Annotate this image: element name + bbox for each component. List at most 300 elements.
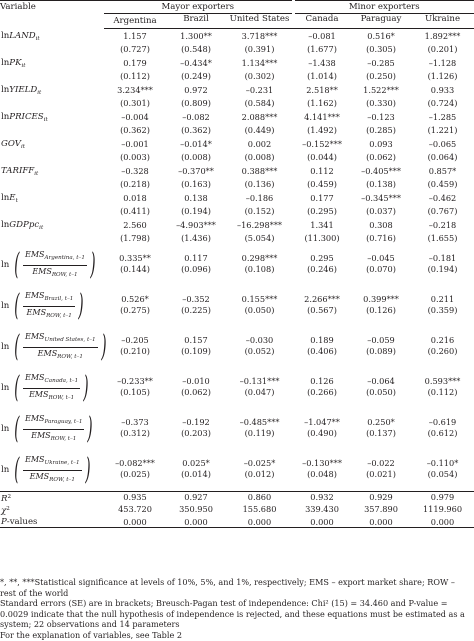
standard-error-cell: (0.025) [120,468,150,479]
table-row [0,125,474,137]
statistic-label [0,504,104,517]
standard-error-cell: (0.201) [427,44,458,54]
empty-cell [0,179,104,191]
standard-error-cell: (0.050) [366,386,396,397]
coefficient-cell: –0.082*** [115,458,155,468]
right-paren: ) [83,370,89,405]
ems-ratio-formula [1,247,99,282]
variable-name: LAND [9,30,36,41]
coefficient-cell: 1.157 [123,31,147,41]
coefficient-cell: –0.001 [121,138,149,149]
ems-symbol: EMS [28,389,49,399]
left-paren: ( [14,370,20,405]
coefficient-cell: 0.250* [367,417,395,427]
statistic-value: 453.720 [118,504,152,514]
ems-fraction [23,291,75,321]
coefficient-cell: 0.216 [430,335,455,345]
table-row [0,450,474,469]
fraction-numerator [23,373,80,389]
fraction-denominator [36,348,85,363]
standard-error-cell: (0.449) [244,125,275,135]
coefficient-cell: –0.059 [367,335,395,345]
standard-error-cell: (1.798) [120,233,150,243]
standard-error-cell: (0.362) [120,125,150,135]
table-row [0,218,474,234]
coefficient-cell: –0.152*** [302,138,342,149]
coefficient-cell: 0.002 [247,138,272,149]
standard-error-cell: (0.108) [244,263,275,274]
variable-subscript: it [35,35,40,42]
standard-error-cell: (0.064) [427,152,458,162]
coefficient-cell: 1.892*** [424,31,461,41]
major-exporters-header: Mayor exporters [104,1,293,14]
coefficient-cell: –0.081 [308,31,336,41]
coefficient-cell: 0.126 [310,376,334,386]
coefficient-cell: 0.295 [310,253,334,263]
left-paren: ( [14,329,20,364]
statistic-value: 0.000 [166,517,226,528]
standard-error-cell: (0.054) [427,468,458,479]
standard-error-cell: (0.266) [307,386,337,397]
variable-name: GOV [1,138,21,149]
table-row [0,164,474,180]
coefficient-cell: 2.518** [306,84,338,95]
coefficient-cell: 0.399*** [363,294,399,304]
coefficient-cell: 0.179 [123,57,147,68]
ems-ratio-label [0,286,104,327]
denominator-subscript: ROW, t–1 [48,394,75,401]
coefficient-cell: –0.082 [182,111,210,122]
coefficient-cell: 1.300** [180,31,212,41]
standard-error-cell: (1.655) [427,233,458,243]
fraction-numerator [23,455,82,471]
standard-error-cell: (1.014) [307,71,337,81]
coefficient-cell: 0.516* [367,31,395,41]
standard-error-cell: (0.096) [181,263,211,274]
standard-error-cell: (1.126) [427,71,458,81]
standard-error-cell: (0.301) [120,98,150,108]
empty-cell [0,125,104,137]
statistic-value: 0.000 [351,517,411,528]
ems-ratio-label [0,368,104,409]
standard-error-cell: (0.163) [181,179,211,189]
standard-error-cell: (0.044) [307,152,337,162]
standard-error-cell: (0.411) [120,206,150,216]
coefficient-cell: 0.177 [310,192,334,203]
ems-fraction [23,250,87,280]
variable-label [0,56,104,72]
fraction-numerator [23,332,98,348]
standard-error-cell: (0.194) [181,206,211,216]
left-paren: ( [14,288,20,323]
statistic-value: 350.950 [179,504,213,514]
coefficient-cell: 0.157 [184,335,208,345]
standard-error-cell: (0.105) [120,386,150,397]
statistic-symbol: P [1,516,7,527]
ems-ratio-formula [1,329,109,364]
ems-fraction [23,373,80,403]
standard-error-cell: (0.359) [427,304,458,315]
standard-error-cell: (0.210) [120,345,150,356]
statistic-value: 0.927 [166,491,226,504]
ln-prefix: ln [1,464,10,475]
table-row [0,152,474,164]
coefficient-cell: –0.218 [428,219,457,230]
standard-error-cell: (0.119) [244,427,275,438]
numerator-subscript: Brazil, t–1 [44,296,74,302]
standard-error-cell: (5.054) [244,233,275,243]
variable-label [0,83,104,99]
statistic-value: 0.000 [226,517,293,528]
statistic-label [0,517,104,528]
statistic-value: 0.000 [411,517,474,528]
right-paren: ) [100,329,107,364]
variable-subscript: it [39,224,44,231]
denominator-subscript: ROW, t–1 [46,312,72,319]
coefficient-cell: –0.619 [428,417,457,427]
table-row [0,368,474,387]
variable-label [0,164,104,180]
standard-error-cell: (0.285) [366,125,396,135]
standard-error-cell: (0.047) [244,386,275,397]
standard-error-cell: (0.724) [427,98,458,108]
ems-fraction [23,414,84,444]
fraction-denominator [27,389,76,404]
coefficient-cell: –0.405*** [361,165,401,176]
standard-error-cell: (0.548) [181,44,211,54]
coefficient-cell: 3.718*** [241,31,278,41]
empty-cell [0,98,104,110]
standard-error-cell: (0.112) [427,386,458,397]
denominator-subscript: ROW, t–1 [49,476,75,483]
coefficient-cell: –0.328 [121,165,149,176]
table-row [0,327,474,346]
coefficient-cell: –0.064 [367,376,395,386]
country-header: Canada [293,13,351,29]
standard-error-cell: (0.008) [181,152,211,162]
fraction-numerator [23,291,75,307]
table-body [0,29,474,528]
coefficient-cell: –0.014* [180,138,212,149]
standard-error-cell: (0.144) [120,263,150,274]
statistic-superscript: 2 [6,506,10,512]
standard-error-cell: (0.249) [181,71,211,81]
statistic-value: 1119.960 [422,504,463,514]
standard-error-cell: (0.459) [307,179,337,189]
coefficient-cell: –1.128 [428,57,457,68]
coefficient-cell: 0.593*** [424,376,461,386]
ems-symbol: EMS [25,455,45,464]
ems-symbol: EMS [25,291,45,300]
standard-error-cell: (0.008) [244,152,275,162]
coefficient-cell: –4.903*** [176,219,216,230]
standard-error-cell: (0.612) [427,427,458,438]
footnote-significance: *, **, ***Statistical significance at levels of 10%, 5%, and 1%, respectively; EMS – export market share; ROW – rest of the world [0,577,455,598]
coefficient-cell: 0.189 [310,335,334,345]
standard-error-cell: (0.584) [244,98,275,108]
minor-exporters-header: Minor exporters [293,1,474,14]
coefficient-cell: 0.388*** [241,165,278,176]
standard-error-cell: (0.037) [366,206,396,216]
standard-error-cell: (0.126) [366,304,396,315]
table-row [0,137,474,153]
coefficient-cell: –0.030 [245,335,274,345]
standard-error-cell: (0.312) [120,427,150,438]
statistic-value: 357.890 [364,504,398,514]
ems-symbol: EMS [26,307,47,317]
standard-error-cell: (0.062) [181,386,211,397]
ems-symbol: EMS [25,414,45,423]
statistic-value: 0.929 [351,491,411,504]
coefficient-cell: –0.123 [367,111,395,122]
coefficient-cell: 0.025* [182,458,210,468]
ems-ratio-formula [1,288,87,323]
table-row [0,286,474,305]
coefficient-cell: 1.522*** [363,84,399,95]
empty-cell [0,152,104,164]
standard-error-cell: (11.300) [304,233,340,243]
coefficient-cell: 0.138 [184,192,208,203]
variable-label [0,137,104,153]
country-header: Paraguay [351,13,411,29]
standard-error-cell: (0.767) [427,206,458,216]
fraction-numerator [23,414,84,430]
table-row [0,98,474,110]
numerator-subscript: United States, t–1 [44,337,96,343]
coefficient-cell: –0.434* [180,57,212,68]
standard-error-cell: (0.136) [244,179,275,189]
coefficient-cell: –0.352 [182,294,210,304]
standard-error-cell: (1.221) [427,125,458,135]
numerator-subscript: Paraguay, t–1 [44,419,83,425]
table-row [0,56,474,72]
standard-error-cell: (0.246) [307,263,337,274]
empty-cell [0,206,104,218]
standard-error-cell: (0.330) [366,98,396,108]
footnote-variables: For the explanation of variables, see Table 2 [0,629,182,640]
variable-subscript: t [15,197,18,204]
coefficient-cell: –0.205 [121,335,149,345]
statistic-value: 0.979 [411,491,474,504]
ems-ratio-formula [1,370,92,405]
country-header: Argentina [104,13,166,29]
standard-error-cell: (0.138) [366,179,396,189]
standard-error-cell: (0.225) [181,304,211,315]
coefficient-cell: 0.857* [428,165,457,176]
standard-error-cell: (0.391) [244,44,275,54]
standard-error-cell: (0.809) [181,98,211,108]
denominator-subscript: ROW, t–1 [57,353,83,360]
variable-name: PRICES [9,111,44,122]
statistic-value: 0.860 [226,491,293,504]
table-row [0,409,474,428]
standard-error-cell: (0.362) [181,125,211,135]
coefficient-cell: 0.155*** [241,294,278,304]
ln-prefix: ln [1,192,10,203]
fraction-denominator [30,266,79,281]
statistic-suffix: -values [6,516,38,527]
left-paren: ( [14,452,20,487]
standard-error-cell: (0.218) [120,179,150,189]
table-row [0,71,474,83]
country-header: United States [226,13,293,29]
coefficient-cell: –16.298*** [236,219,283,230]
variable-label [0,110,104,126]
standard-error-cell: (0.275) [120,304,150,315]
table-row [0,179,474,191]
standard-error-cell: (0.112) [120,71,150,81]
standard-error-cell: (0.716) [366,233,396,243]
variable-subscript: it [20,143,26,150]
ln-prefix: ln [1,300,10,311]
standard-error-cell: (0.152) [244,206,275,216]
statistic-value: 0.000 [104,517,166,528]
variable-subscript: it [34,170,39,177]
coefficient-cell: 0.298*** [241,253,278,263]
ln-prefix: ln [1,423,10,434]
coefficient-cell: –0.231 [245,84,274,95]
statistic-value: 0.935 [104,491,166,504]
coefficient-cell: –0.373 [121,417,149,427]
coefficient-cell: –0.065 [428,138,457,149]
standard-error-cell: (0.137) [366,427,396,438]
statistic-value: 0.932 [293,491,351,504]
variable-label [0,218,104,234]
coefficient-cell: –0.186 [245,192,274,203]
coefficient-cell: 0.308 [369,219,393,230]
numerator-subscript: Canada, t–1 [44,378,79,384]
variable-subscript: it [43,116,48,123]
left-paren: ( [14,411,20,446]
table-row [0,110,474,126]
coefficient-cell: –0.181 [428,253,457,263]
ems-fraction [23,332,98,362]
variable-subscript: it [37,89,42,96]
ems-symbol: EMS [31,430,51,440]
statistic-label [0,491,104,504]
variable-header: Variable [0,1,104,29]
coefficient-cell: –0.233** [117,376,153,386]
ems-symbol: EMS [32,266,52,276]
standard-error-cell: (0.459) [427,179,458,189]
ln-prefix: ln [1,341,10,352]
standard-error-cell: (0.203) [181,427,211,438]
variable-name: PK [9,57,22,68]
coefficient-cell: –0.022 [367,458,395,468]
standard-error-cell: (0.295) [307,206,337,216]
coefficient-cell: –0.462 [428,192,457,203]
table-footnotes [0,577,472,641]
coefficient-cell: 2.266*** [304,294,340,304]
left-paren: ( [14,247,20,282]
statistic-symbol: R [1,493,8,504]
coefficient-cell: 2.560 [123,219,147,230]
coefficient-cell: –0.285 [367,57,395,68]
coefficient-cell: 0.933 [430,84,455,95]
ln-prefix: ln [1,382,10,393]
coefficient-cell: 0.526* [121,294,149,304]
table-row [0,29,474,45]
ems-ratio-label [0,327,107,368]
fraction-numerator [23,250,87,266]
standard-error-cell: (0.406) [307,345,337,356]
denominator-subscript: ROW, t–1 [50,435,77,442]
standard-error-cell: (0.727) [120,44,150,54]
standard-error-cell: (1.162) [307,98,337,108]
ems-symbol: EMS [29,471,50,481]
standard-error-cell: (0.567) [307,304,337,315]
ln-prefix: ln [1,219,10,230]
table-row [0,44,474,56]
ems-symbol: EMS [37,348,58,358]
coefficient-cell: –1.047** [304,417,340,427]
standard-error-cell: (0.062) [366,152,396,162]
standard-error-cell: (0.052) [244,345,275,356]
variable-name: TARIFF [1,165,35,176]
standard-error-cell: (0.003) [120,152,150,162]
variable-name: GDPpc [9,219,40,230]
ln-prefix: ln [1,259,10,270]
stats-row [0,504,474,517]
standard-error-cell: (0.109) [181,345,211,356]
coefficient-cell: –0.370** [178,165,214,176]
country-header: Brazil [166,13,226,29]
ems-symbol: EMS [25,373,45,382]
ln-prefix: ln [1,111,10,122]
ems-symbol: EMS [25,332,45,341]
ems-fraction [23,455,82,485]
standard-error-cell: (1.436) [181,233,211,243]
coefficient-cell: 2.088*** [241,111,278,122]
coefficient-cell: 0.117 [184,253,208,263]
coefficient-cell: –0.110* [426,458,459,468]
statistic-symbol: χ [1,506,7,516]
variable-name: YIELD [9,84,38,95]
coefficient-cell: 1.341 [310,219,334,230]
variable-subscript: it [21,62,26,69]
statistic-superscript: 2 [7,493,12,500]
stats-row [0,491,474,504]
stats-row [0,517,474,528]
table-row [0,191,474,207]
ln-prefix: ln [1,30,10,41]
standard-error-cell: (0.302) [244,71,275,81]
coefficient-cell: –0.345*** [361,192,401,203]
empty-cell [0,233,104,245]
standard-error-cell: (0.050) [244,304,275,315]
coefficient-cell: –0.130*** [302,458,342,468]
ems-ratio-formula [1,452,93,487]
coefficient-cell: –0.485*** [239,417,280,427]
coefficient-cell: 4.141*** [304,111,340,122]
variable-name: E [9,192,16,203]
coefficient-cell: 0.335** [119,253,151,263]
statistic-value: 339.430 [305,504,339,514]
standard-error-cell: (0.021) [366,468,396,479]
fraction-denominator [28,471,77,486]
standard-error-cell: (0.089) [366,345,396,356]
right-paren: ) [84,452,91,487]
empty-cell [0,44,104,56]
ems-ratio-label [0,409,104,450]
coefficient-cell: –1.285 [428,111,457,122]
coefficient-cell: –0.045 [367,253,395,263]
coefficient-cell: –1.438 [308,57,336,68]
denominator-subscript: ROW, t–1 [51,271,78,278]
empty-cell [0,71,104,83]
statistic-value: 155.680 [242,504,277,514]
standard-error-cell: (0.194) [427,263,458,274]
